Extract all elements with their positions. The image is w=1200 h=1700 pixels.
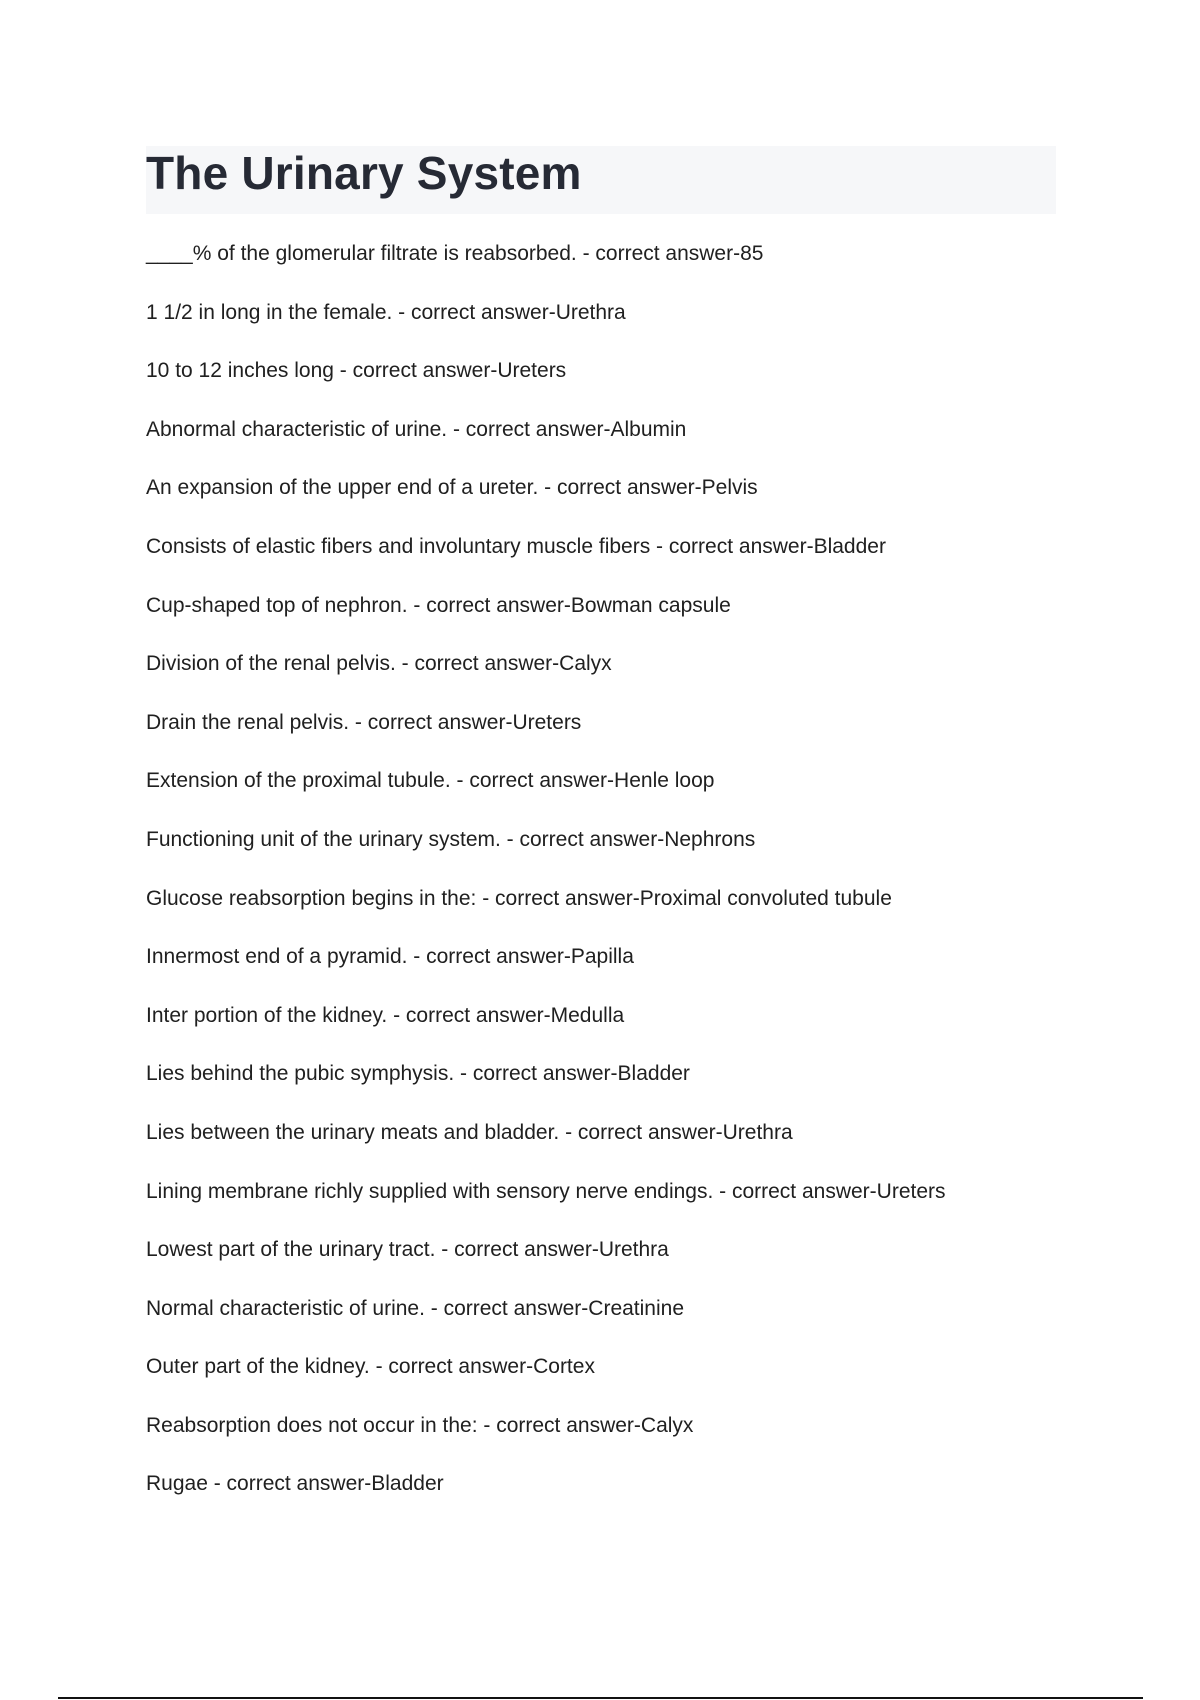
qa-item: Innermost end of a pyramid. - correct answer-Papilla [146,945,634,969]
qa-item: Lining membrane richly supplied with sensory nerve endings. - correct answer-Ureters [146,1179,946,1203]
qa-item: Lies behind the pubic symphysis. - correct answer-Bladder [146,1062,690,1086]
qa-item: Functioning unit of the urinary system. - correct answer-Nephrons [146,827,756,851]
qa-item: Reabsorption does not occur in the: - correct answer-Calyx [146,1413,694,1437]
qa-item: Abnormal characteristic of urine. - correct answer-Albumin [146,417,687,441]
qa-item: Lowest part of the urinary tract. - correct answer-Urethra [146,1238,669,1262]
qa-item: 10 to 12 inches long - correct answer-Ureters [146,359,567,383]
qa-item: Inter portion of the kidney. - correct answer-Medulla [146,1003,625,1027]
page-title: The Urinary System [146,147,582,199]
qa-item: Normal characteristic of urine. - correct answer-Creatinine [146,1296,685,1320]
qa-list [146,236,1106,1525]
qa-item: ____% of the glomerular filtrate is reabsorbed. - correct answer-85 [146,242,764,265]
qa-item: Division of the renal pelvis. - correct answer-Calyx [146,652,612,676]
qa-item: 1 1/2 in long in the female. - correct answer-Urethra [146,300,626,324]
footer-divider [58,1697,1143,1699]
qa-item: Lies between the urinary meats and bladder. - correct answer-Urethra [146,1120,793,1144]
qa-item: Drain the renal pelvis. - correct answer-Ureters [146,710,582,734]
qa-item: Outer part of the kidney. - correct answer-Cortex [146,1355,595,1379]
title-band [146,146,1056,214]
qa-item: Rugae - correct answer-Bladder [146,1472,444,1496]
qa-item: Cup-shaped top of nephron. - correct answer-Bowman capsule [146,593,731,617]
qa-item: An expansion of the upper end of a ureter. - correct answer-Pelvis [146,476,758,500]
qa-item: Consists of elastic fibers and involuntary muscle fibers - correct answer-Bladder [146,534,886,558]
qa-item: Extension of the proximal tubule. - correct answer-Henle loop [146,769,715,793]
qa-item: Glucose reabsorption begins in the: - correct answer-Proximal convoluted tubule [146,886,892,910]
